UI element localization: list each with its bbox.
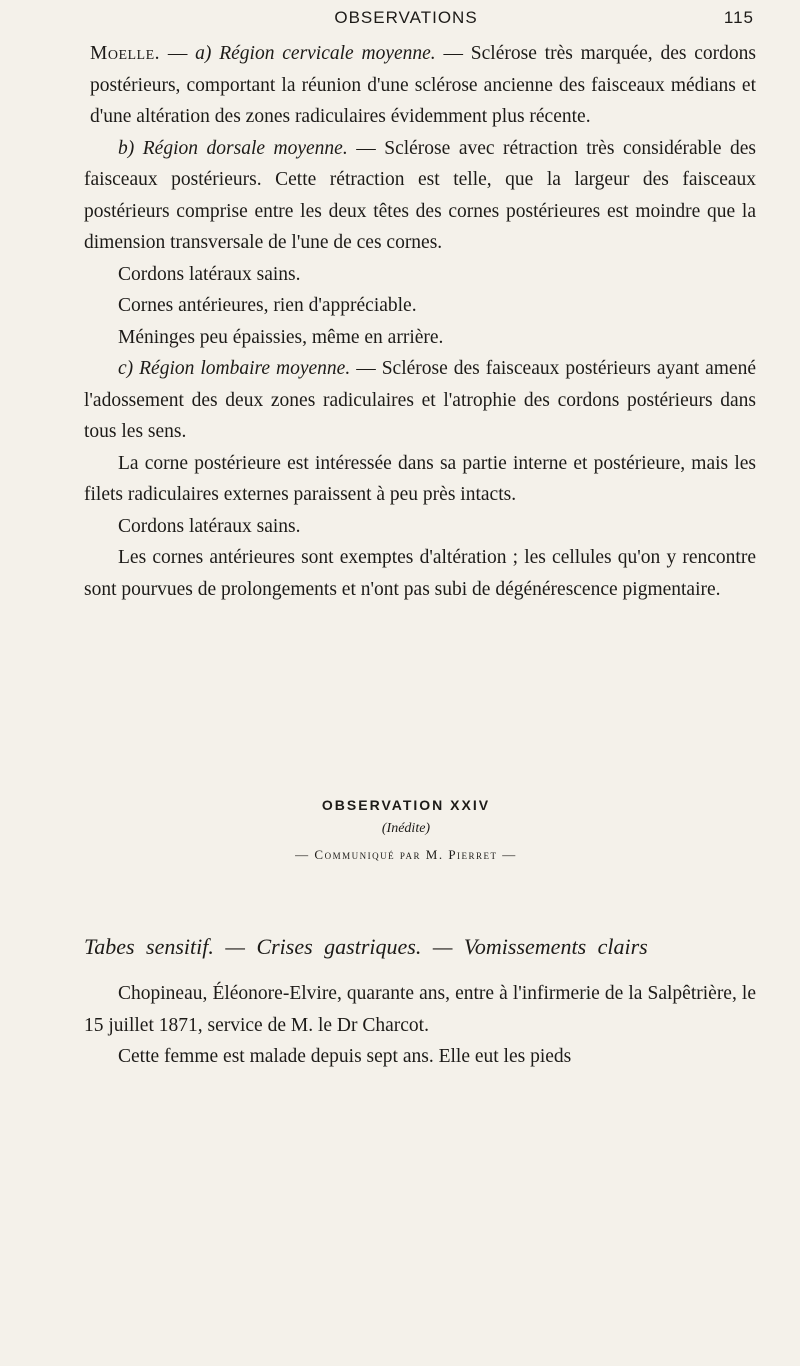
paragraph-b	[84, 133, 756, 259]
observation-title: OBSERVATION XXIV	[321, 797, 491, 813]
observation-communicated: — Communiqué par M. Pierret —	[295, 847, 517, 862]
case-paragraph-2: Cette femme est malade depuis sept ans. Elle eut les pieds	[118, 1046, 572, 1067]
case-heading: Tabes sensitif. — Crises gastriques. — Vomissements clairs	[84, 934, 648, 959]
paragraph-c4: Les cornes antérieures sont exemptes d'altération ; les cellules qu'on y rencontre sont pourvues de prolongements et n'ont pas subi de dégénérescence pigmentaire.	[84, 547, 756, 600]
region-cervicale-heading: a) Région cervicale moyenne.	[195, 43, 436, 64]
page-number: 115	[723, 8, 754, 27]
paragraph-c-text: — Sclérose des faisceaux postérieurs ayant amené l'adossement des deux zones radiculaires et l'atrophie des cordons postérieurs dans tous les sens.	[84, 358, 756, 442]
observation-subtitle: (Inédite)	[381, 821, 431, 836]
paragraph-c	[84, 353, 756, 448]
paragraph-a: Moelle. — a) Région cervicale moyenne. — Sclérose très marquée, des cordons postérieurs, comportant la réunion d'une sclérose ancienne des faisceaux médians et d'une altération des zones radiculaires évidemment plus récente.	[90, 43, 756, 127]
paragraph-b4: Méninges peu épaissies, même en arrière.	[118, 326, 444, 348]
book-page	[56, 0, 756, 1366]
case-text	[84, 978, 756, 1073]
region-dorsale-heading: b) Région dorsale moyenne.	[118, 137, 348, 159]
running-header	[56, 8, 756, 34]
paragraph-c3: Cordons latéraux sains.	[118, 515, 301, 537]
observation-title-block	[56, 797, 756, 863]
paragraph-a-text: — Sclérose très marquée, des cordons postérieurs, comportant la réunion d'une sclérose ancienne des faisceaux médians et d'une altération des zones radiculaires évidemment plus récente.	[90, 43, 756, 127]
paragraph-b3: Cornes antérieures, rien d'appréciable.	[118, 295, 417, 316]
section-label: Moelle.	[90, 43, 161, 64]
running-title: OBSERVATIONS	[334, 8, 478, 27]
case-paragraph-1: Chopineau, Éléonore-Elvire, quarante ans, entre à l'infirmerie de la Salpêtrière, le 15 juillet 1871, service de M. le Dr Charcot.	[84, 983, 756, 1036]
moelle-section	[84, 38, 756, 605]
paragraph-b2: Cordons latéraux sains.	[118, 263, 301, 285]
region-lombaire-heading: c) Région lombaire moyenne.	[118, 358, 351, 379]
paragraph-c2: La corne postérieure est intéressée dans sa partie interne et postérieure, mais les filets radiculaires externes paraissent à peu près intacts.	[84, 452, 756, 505]
paragraph-b-text: — Sclérose avec rétraction très considérable des faisceaux postérieurs. Cette rétraction est telle, que la largeur des faisceaux postérieurs comprise entre les deux têtes des cornes postérieures est moindre que la dimension transversale de l'une de ces cornes.	[84, 137, 756, 253]
